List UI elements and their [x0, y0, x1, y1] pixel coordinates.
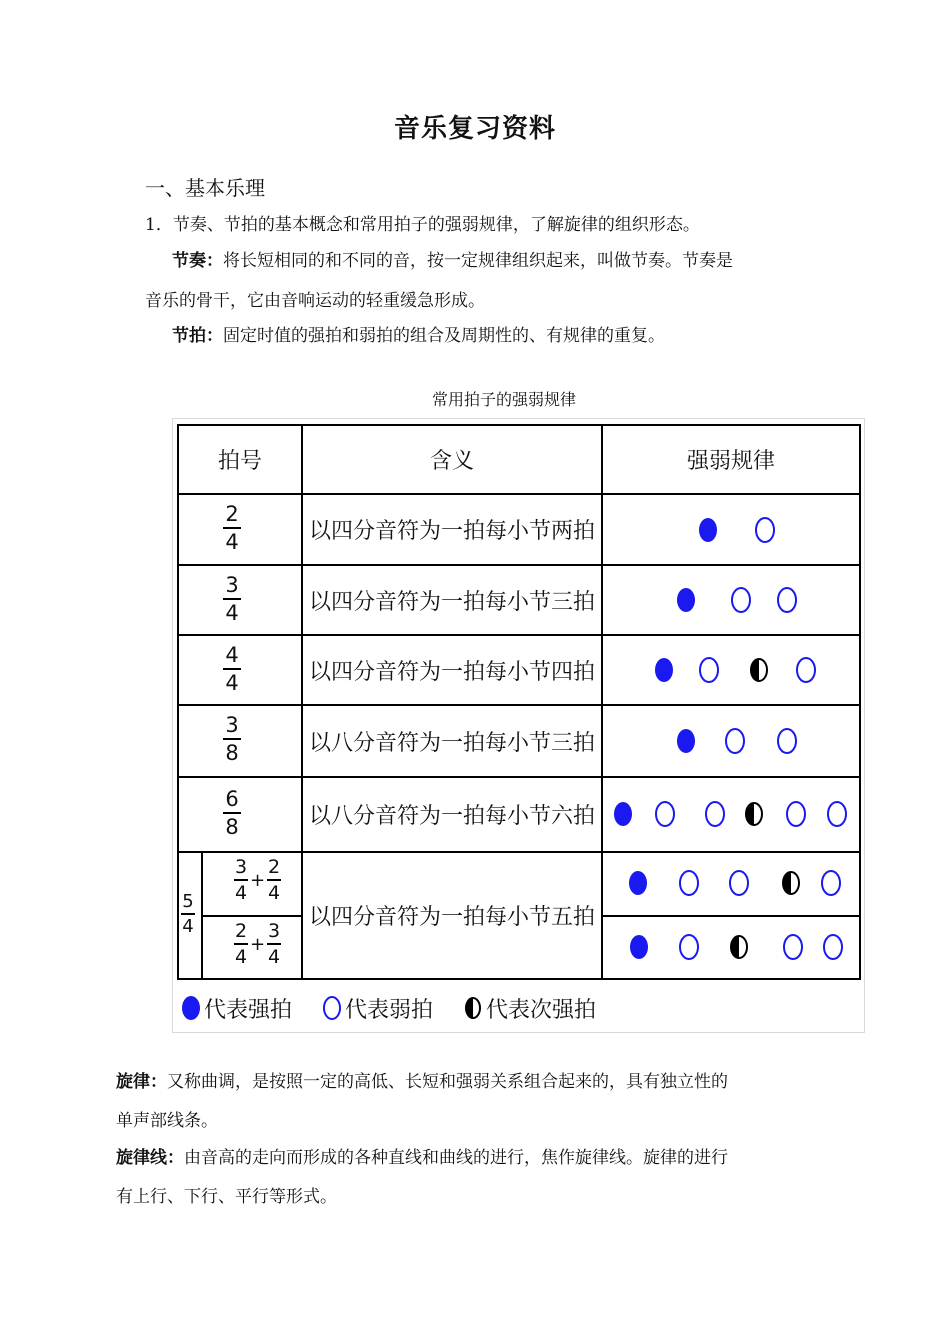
- pattern-4-4: [603, 636, 859, 704]
- weak-beat-icon: [822, 871, 840, 895]
- meaning-2-4: 以四分音符为一拍每小节两拍: [308, 519, 595, 544]
- meaning-6-8: 以八分音符为一拍每小节六拍: [308, 804, 595, 829]
- strong-beat-icon: [629, 871, 647, 895]
- table-caption: 常用拍子的强弱规律: [431, 390, 576, 409]
- time-signature-3-8: 3 8: [223, 714, 241, 764]
- rhythm-term: 节奏：: [172, 251, 223, 271]
- subdivision-3-4-plus-2-4: $\frac{3}{4}$ + $\frac{2}{4}$: [234, 856, 281, 904]
- strong-beat-icon: [699, 518, 717, 542]
- legend-weak-label: 代表弱拍: [345, 997, 434, 1023]
- weak-beat-icon: [680, 935, 698, 959]
- pattern-6-8: [603, 778, 859, 851]
- meter-paragraph: [172, 325, 665, 347]
- weak-beat-icon: [732, 588, 750, 612]
- melody-text-2: 单声部线条。: [116, 1111, 218, 1131]
- melody-line-text-1: 由音高的走向而形成的各种直线和曲线的进行，焦作旋律线。旋律的进行: [184, 1148, 728, 1168]
- strong-beat-icon: [677, 729, 695, 753]
- weak-beat-icon: [824, 935, 842, 959]
- weak-beat-icon: [787, 802, 805, 826]
- weak-beat-icon: [726, 729, 744, 753]
- rhythm-text-1: 将长短相同的和不同的音，按一定规律组织起来，叫做节奏。节奏是: [223, 251, 733, 271]
- page-title: 音乐复习资料: [393, 114, 556, 144]
- weak-beat-icon: [322, 995, 342, 1021]
- pattern-2-4: [603, 495, 859, 564]
- pattern-5-4-a: [603, 853, 859, 915]
- legend-strong: [181, 993, 292, 1024]
- time-signature-4-4: 4 4: [223, 644, 241, 694]
- pattern-3-4: [603, 566, 859, 634]
- weak-beat-icon: [680, 871, 698, 895]
- strong-beat-icon: [630, 935, 648, 959]
- time-signature-6-8: 6 8: [223, 788, 241, 838]
- strong-beat-icon: [677, 588, 695, 612]
- meaning-5-4: 以四分音符为一拍每小节五拍: [308, 905, 595, 930]
- weak-beat-icon: [784, 935, 802, 959]
- weak-beat-icon: [778, 729, 796, 753]
- meaning-4-4: 以四分音符为一拍每小节四拍: [308, 659, 595, 685]
- meaning-3-8: 以八分音符为一拍每小节三拍: [308, 730, 595, 756]
- pattern-5-4-b: [603, 917, 859, 978]
- header-time-signature: 拍号: [217, 449, 262, 474]
- meter-term: 节拍：: [172, 326, 223, 346]
- strong-beat-icon: [655, 658, 673, 682]
- rhythm-paragraph-line1: [172, 250, 733, 272]
- meter-table-figure: [172, 418, 865, 1033]
- weak-beat-icon: [778, 588, 796, 612]
- header-pattern: 强弱规律: [686, 449, 775, 474]
- time-signature-5-4: 5 4: [182, 891, 194, 937]
- strong-beat-icon: [614, 802, 632, 826]
- section-heading: 一、基本乐理: [145, 176, 265, 200]
- header-meaning: 含义: [429, 449, 474, 474]
- medium-beat-icon: [463, 995, 483, 1021]
- weak-beat-icon: [656, 802, 674, 826]
- weak-beat-icon: [706, 802, 724, 826]
- beat-legend: [181, 993, 626, 1023]
- strong-beat-icon: [181, 995, 201, 1021]
- weak-beat-icon: [828, 802, 846, 826]
- time-signature-3-4: 3 4: [223, 574, 241, 624]
- pattern-3-8: [603, 706, 859, 776]
- legend-medium: [463, 993, 596, 1024]
- legend-weak: [322, 993, 433, 1024]
- rhythm-text-2: 音乐的骨干，它由音响运动的轻重缓急形成。: [145, 291, 485, 311]
- weak-beat-icon: [797, 658, 815, 682]
- subdivision-2-4-plus-3-4: $\frac{2}{4}$ + $\frac{3}{4}$: [234, 920, 281, 968]
- time-signature-2-4: 2 4: [223, 503, 241, 553]
- melody-term: 旋律：: [116, 1072, 167, 1092]
- melody-text-1: 又称曲调，是按照一定的高低、长短和强弱关系组合起来的，具有独立性的: [167, 1072, 728, 1092]
- meter-text: 固定时值的强拍和弱拍的组合及周期性的、有规律的重复。: [223, 326, 665, 346]
- meaning-3-4: 以四分音符为一拍每小节三拍: [308, 589, 595, 615]
- weak-beat-icon: [700, 658, 718, 682]
- item-1-text: 1．节奏、节拍的基本概念和常用拍子的强弱规律，了解旋律的组织形态。: [145, 215, 700, 235]
- melody-line-text-2: 有上行、下行、平行等形式。: [116, 1187, 337, 1207]
- weak-beat-icon: [756, 518, 774, 542]
- legend-strong-label: 代表强拍: [204, 997, 293, 1023]
- melody-line-paragraph-line1: [116, 1147, 728, 1169]
- legend-medium-label: 代表次强拍: [486, 997, 597, 1023]
- weak-beat-icon: [730, 871, 748, 895]
- melody-line-term: 旋律线：: [116, 1148, 184, 1168]
- melody-paragraph-line1: [116, 1071, 728, 1093]
- meter-table: [177, 424, 861, 980]
